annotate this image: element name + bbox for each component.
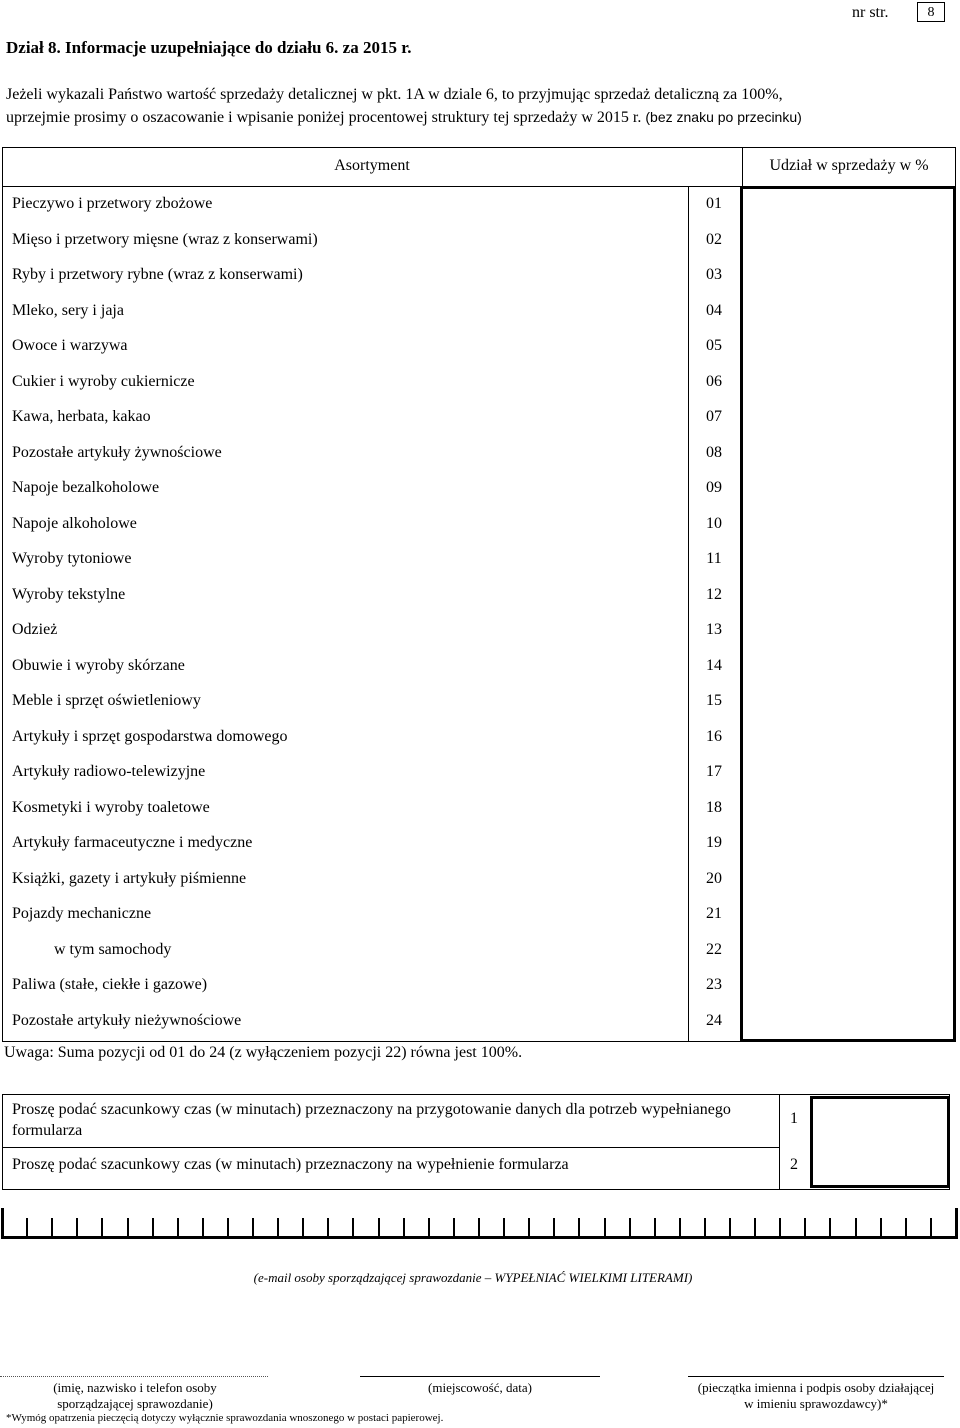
row-label: Pozostałe artykuły nieżywnościowe	[12, 1011, 242, 1029]
row-label: Książki, gazety i artykuły piśmienne	[12, 869, 247, 887]
email-comb-tick	[101, 1218, 103, 1239]
row-code: 10	[706, 514, 722, 532]
row-code: 14	[706, 656, 722, 674]
section-title: Dział 8. Informacje uzupełniające do działu 6. za 2015 r.	[6, 38, 412, 57]
email-comb-tick	[327, 1218, 329, 1239]
email-comb-tick	[729, 1218, 731, 1239]
signature-line-place-date	[360, 1376, 600, 1377]
row-code: 11	[706, 550, 722, 567]
table-row	[2, 648, 742, 684]
row-label: Kosmetyki i wyroby toaletowe	[12, 798, 210, 816]
email-comb-tick	[604, 1218, 606, 1239]
row-label: Pojazdy mechaniczne	[12, 905, 152, 922]
row-label: Paliwa (stałe, ciekłe i gazowe)	[12, 976, 208, 993]
table-row	[2, 861, 742, 897]
intro-line-2	[6, 106, 956, 129]
table-row	[2, 683, 742, 719]
email-comb-tick	[51, 1218, 53, 1239]
row-code: 06	[706, 372, 722, 390]
table-row	[2, 1003, 742, 1039]
row-code: 19	[706, 834, 722, 851]
table-row	[2, 222, 742, 258]
row-label: Meble i sprzęt oświetleniowy	[12, 692, 201, 709]
row-label: Odzież	[12, 621, 58, 638]
row-label: Artykuły radiowo-telewizyjne	[12, 763, 206, 780]
table-row	[2, 186, 742, 222]
email-comb-tick	[855, 1218, 857, 1239]
intro-line-2-text: uprzejmie prosimy o oszacowanie i wpisanie poniżej procentowej struktury tej sprzedaży w 2015 r.	[6, 109, 642, 126]
email-comb-tick	[428, 1218, 430, 1239]
table-row	[2, 506, 742, 542]
email-comb-tick	[302, 1218, 304, 1239]
email-comb-tick	[252, 1218, 254, 1239]
row-label: Mięso i przetwory mięsne (wraz z konserwami)	[12, 230, 318, 248]
row-label: Ryby i przetwory rybne (wraz z konserwami)	[12, 266, 303, 283]
signature-line-stamp	[688, 1376, 944, 1377]
row-label: Artykuły i sprzęt gospodarstwa domowego	[12, 727, 288, 745]
signature-line-person	[0, 1376, 268, 1377]
email-comb-tick	[829, 1218, 831, 1239]
email-comb-tick	[403, 1218, 405, 1239]
email-comb-tick	[880, 1218, 882, 1239]
email-comb-tick	[478, 1218, 480, 1239]
intro-line-1: Jeżeli wykazali Państwo wartość sprzedaży detalicznej w pkt. 1A w dziale 6, to przyjmując sprzedaż detaliczną za 100%,	[6, 86, 783, 103]
row-label: Obuwie i wyroby skórzane	[12, 656, 185, 674]
email-comb-baseline	[2, 1236, 958, 1239]
email-comb-tick	[629, 1218, 631, 1239]
table-row	[2, 612, 742, 648]
row-code: 12	[706, 585, 722, 603]
intro-note: (bez znaku po przecinku)	[645, 109, 802, 125]
row-code: 24	[706, 1011, 722, 1029]
row-code: 13	[706, 621, 722, 638]
row-label: w tym samochody	[54, 940, 172, 958]
table-row	[2, 790, 742, 826]
row-label: Wyroby tytoniowe	[12, 550, 132, 567]
row-code: 02	[706, 230, 722, 248]
table-row	[2, 719, 742, 755]
row-label: Napoje bezalkoholowe	[12, 479, 160, 496]
email-comb-tick	[152, 1218, 154, 1239]
row-label: Pieczywo i przetwory zbożowe	[12, 195, 213, 212]
table-row	[2, 967, 742, 1003]
email-comb-tick	[804, 1218, 806, 1239]
column-header-assortment: Asortyment	[334, 157, 410, 174]
row-label: Cukier i wyroby cukiernicze	[12, 372, 195, 390]
row-code: 22	[706, 940, 722, 958]
email-comb-tick	[679, 1218, 681, 1239]
email-comb-tick	[654, 1218, 656, 1239]
table-remark: Uwaga: Suma pozycji od 01 do 24 (z wyłączeniem pozycji 22) równa jest 100%.	[4, 1044, 523, 1061]
email-comb-tick	[578, 1218, 580, 1239]
intro-text	[6, 84, 956, 129]
row-label: Owoce i warzywa	[12, 337, 128, 354]
email-caption: (e-mail osoby sporządzającej sprawozdanie – WYPEŁNIAĆ WIELKIMI LITERAMI)	[253, 1270, 693, 1285]
table-row	[2, 825, 742, 861]
row-code: 16	[706, 727, 722, 745]
row-code: 01	[706, 195, 722, 212]
row-label: Kawa, herbata, kakao	[12, 408, 151, 425]
email-comb-tick	[177, 1218, 179, 1239]
table-row	[2, 896, 742, 932]
email-comb-tick	[503, 1218, 505, 1239]
signature-caption-place-date: (miejscowość, data)	[428, 1380, 532, 1395]
footnote: *Wymóg opatrzenia pieczęcią dotyczy wyłącznie sprawozdania wnoszonego w postaci papierowej.	[6, 1412, 444, 1424]
row-code: 20	[706, 869, 722, 887]
table-row	[2, 470, 742, 506]
email-comb-tick	[779, 1218, 781, 1239]
email-comb-tick	[553, 1218, 555, 1239]
row-code: 23	[706, 976, 722, 993]
row-code: 18	[706, 798, 722, 816]
signature-caption-person: (imię, nazwisko i telefon osoby sporządzającej sprawozdanie)	[53, 1380, 217, 1411]
table-row	[2, 364, 742, 400]
email-comb-tick	[127, 1218, 129, 1239]
row-code: 04	[706, 301, 722, 319]
row-label: Wyroby tekstylne	[12, 585, 126, 603]
row-label: Napoje alkoholowe	[12, 514, 137, 532]
row-code: 07	[706, 408, 722, 425]
email-comb-tick	[76, 1218, 78, 1239]
table-row	[2, 257, 742, 293]
table-row	[2, 541, 742, 577]
table-row	[2, 932, 742, 968]
table-row	[2, 328, 742, 364]
table-rows	[2, 186, 742, 1038]
row-code: 08	[706, 443, 722, 461]
row-code: 03	[706, 266, 722, 283]
time-question-1-number: 1	[790, 1110, 798, 1127]
email-comb-tick	[352, 1218, 354, 1239]
row-code: 17	[706, 763, 722, 780]
column-header-share: Udział w sprzedaży w %	[769, 157, 929, 174]
email-comb-tick	[930, 1218, 932, 1239]
time-answer-field[interactable]	[810, 1096, 950, 1188]
email-comb-tick	[453, 1218, 455, 1239]
email-comb-tick	[1, 1208, 4, 1239]
row-code: 15	[706, 692, 722, 709]
table-row	[2, 399, 742, 435]
time-questions-separator	[2, 1147, 780, 1148]
page-number: 8	[917, 2, 945, 22]
time-question-1: Proszę podać szacunkowy czas (w minutach) przeznaczony na przygotowanie danych dla potrzeb wypełnianego formularza	[12, 1101, 731, 1139]
time-question-2-number: 2	[790, 1156, 798, 1173]
table-row	[2, 293, 742, 329]
email-comb-tick	[704, 1218, 706, 1239]
email-comb-tick	[955, 1208, 958, 1239]
table-row	[2, 754, 742, 790]
share-input-column[interactable]	[740, 186, 956, 1042]
row-code: 05	[706, 337, 722, 354]
email-comb-tick	[26, 1218, 28, 1239]
email-comb-tick	[378, 1218, 380, 1239]
page-number-label: nr str.	[852, 4, 889, 21]
time-question-2: Proszę podać szacunkowy czas (w minutach) przeznaczony na wypełnienie formularza	[12, 1156, 569, 1173]
row-label: Artykuły farmaceutyczne i medyczne	[12, 834, 253, 851]
email-comb-tick	[528, 1218, 530, 1239]
email-comb-tick	[754, 1218, 756, 1239]
email-comb-tick	[202, 1218, 204, 1239]
row-label: Pozostałe artykuły żywnościowe	[12, 443, 222, 461]
time-questions-divider	[779, 1094, 780, 1190]
email-comb-tick	[905, 1218, 907, 1239]
row-code: 09	[706, 479, 722, 496]
signature-caption-stamp: (pieczątka imienna i podpis osoby działającej w imieniu sprawozdawcy)*	[697, 1380, 935, 1411]
table-row	[2, 435, 742, 471]
email-comb-tick	[277, 1218, 279, 1239]
row-code: 21	[706, 905, 722, 922]
row-label: Mleko, sery i jaja	[12, 301, 124, 319]
table-row	[2, 577, 742, 613]
email-comb-tick	[227, 1218, 229, 1239]
